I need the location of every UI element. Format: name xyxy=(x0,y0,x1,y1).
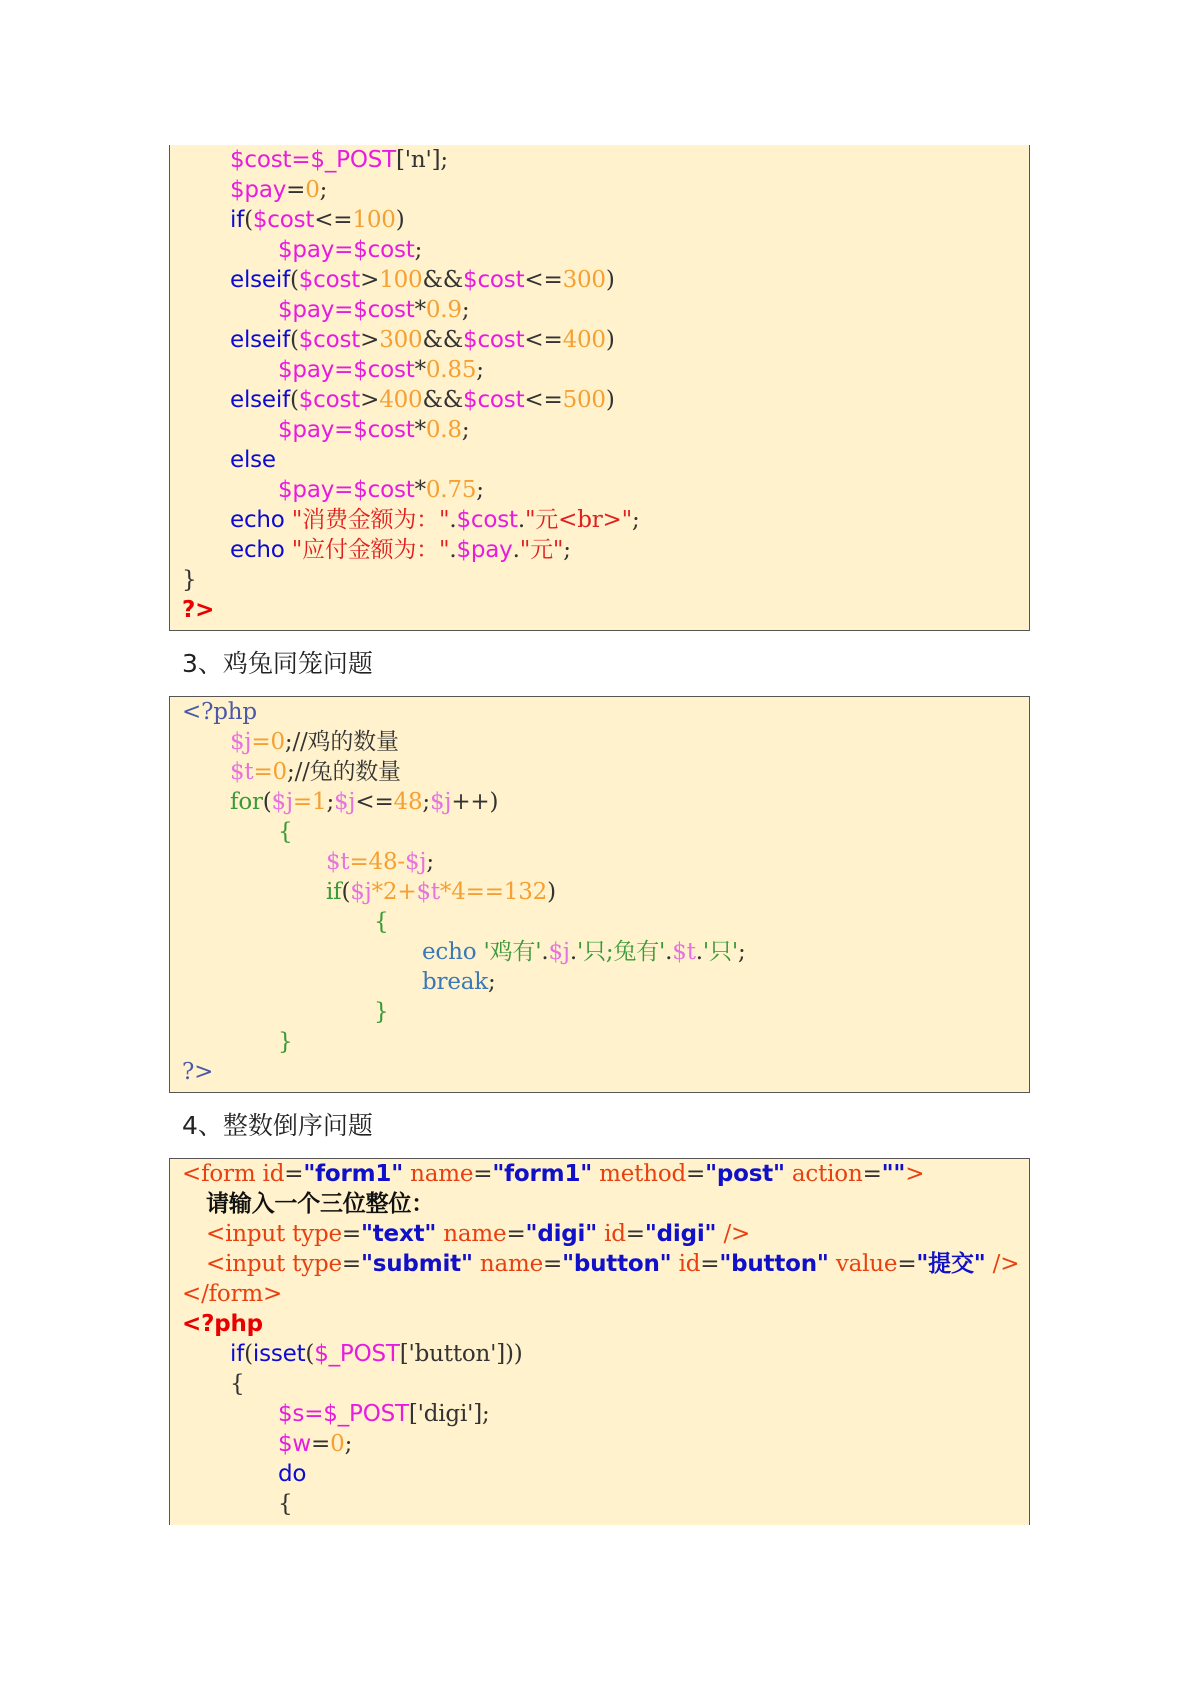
code-token: = xyxy=(543,1251,563,1277)
code-token: $cost xyxy=(298,267,361,293)
code-token: { xyxy=(278,1491,293,1517)
code-token: '鸡有' xyxy=(483,939,542,965)
code-token: method xyxy=(592,1161,686,1187)
code-token: $t xyxy=(230,759,254,785)
code-token: <= xyxy=(524,387,563,413)
code-token: elseif xyxy=(230,267,290,293)
code-token: ( xyxy=(289,387,299,413)
code-token: $cost xyxy=(298,327,361,353)
code-line xyxy=(374,907,388,937)
code-token: <?php xyxy=(182,699,257,725)
code-token: *2+ xyxy=(371,879,417,905)
code-token: ( xyxy=(262,789,272,815)
code-line xyxy=(182,1279,282,1309)
code-token: 0.8 xyxy=(425,417,462,443)
code-token: "应付金额为：" xyxy=(291,537,450,563)
code-token: "消费金额为：" xyxy=(291,507,450,533)
code-token: } xyxy=(182,567,197,593)
code-token: ( xyxy=(341,879,351,905)
code-token: ['n']; xyxy=(395,147,448,173)
code-token: if xyxy=(326,879,342,905)
code-token: $j xyxy=(230,729,252,755)
code-token: <?php xyxy=(182,1311,263,1337)
code-token: if xyxy=(230,207,245,233)
code-token: . xyxy=(449,507,457,533)
code-token: =0 xyxy=(253,759,287,785)
code-token: && xyxy=(422,387,464,413)
code-token: $cost xyxy=(456,507,518,533)
code-token: //鸡的数量 xyxy=(292,729,399,755)
code-token: echo xyxy=(230,537,292,563)
code-token: 0.9 xyxy=(425,297,462,323)
code-token: ( xyxy=(244,1341,253,1367)
code-token: $cost xyxy=(463,267,525,293)
code-token: $t xyxy=(326,849,350,875)
code-token: "post" xyxy=(705,1161,785,1187)
code-line xyxy=(230,1369,244,1399)
code-line xyxy=(278,295,469,325)
code-token: ( xyxy=(305,1341,315,1367)
code-token: ) xyxy=(605,327,615,353)
code-token: name xyxy=(436,1221,507,1247)
code-token: $pay xyxy=(230,177,287,203)
code-token: echo xyxy=(230,507,292,533)
code-token: ; xyxy=(476,357,484,383)
code-token: $t xyxy=(672,939,696,965)
code-token: isset xyxy=(252,1341,306,1367)
code-line xyxy=(230,535,571,565)
code-token: <= xyxy=(314,207,353,233)
code-token: "元<br>" xyxy=(524,507,632,533)
code-token: ; xyxy=(563,537,571,563)
code-token: ; xyxy=(414,237,423,263)
code-token: 请输入一个三位整位： xyxy=(206,1190,435,1217)
code-token: $s=$_POST xyxy=(278,1401,409,1427)
code-token: . xyxy=(517,507,525,533)
code-line xyxy=(278,817,292,847)
code-token: $pay=$cost xyxy=(278,237,415,263)
code-token: * xyxy=(414,357,426,383)
code-token: ; xyxy=(461,297,470,323)
code-line xyxy=(278,475,484,505)
code-line xyxy=(278,1459,306,1489)
code-token: $j xyxy=(405,849,427,875)
code-token: > xyxy=(360,327,380,353)
code-line xyxy=(182,1159,924,1189)
code-token: *4==132 xyxy=(439,879,548,905)
code-line xyxy=(230,1339,523,1369)
code-line xyxy=(230,265,615,295)
code-token: 0.75 xyxy=(425,477,477,503)
code-token: . xyxy=(665,939,673,965)
code-token: ) xyxy=(605,387,615,413)
code-token: </form> xyxy=(182,1281,283,1307)
code-token: = xyxy=(700,1251,720,1277)
code-token: 100 xyxy=(352,207,396,233)
code-token: ) xyxy=(395,207,405,233)
code-token: } xyxy=(278,1029,293,1055)
code-token: 300 xyxy=(562,267,606,293)
code-token: id xyxy=(671,1251,701,1277)
code-token: * xyxy=(414,417,426,443)
code-token: ; xyxy=(326,789,334,815)
code-token: = xyxy=(284,1161,304,1187)
code-token: break xyxy=(422,969,488,995)
code-token: = xyxy=(625,1221,645,1247)
code-token: echo xyxy=(422,939,484,965)
code-token: ; xyxy=(487,969,496,995)
code-token: <= xyxy=(355,789,394,815)
code-line xyxy=(374,997,388,1027)
code-token: "form1" xyxy=(303,1161,403,1187)
code-token: = xyxy=(286,177,306,203)
code-token: = xyxy=(341,1221,361,1247)
code-line xyxy=(230,757,401,787)
code-token: do xyxy=(278,1461,307,1487)
code-token: action xyxy=(784,1161,863,1187)
code-token: "digi" xyxy=(525,1221,597,1247)
code-token: = xyxy=(341,1251,361,1277)
code-token: value xyxy=(828,1251,898,1277)
code-token: "" xyxy=(881,1161,906,1187)
code-token: "text" xyxy=(360,1221,437,1247)
code-line xyxy=(230,145,448,175)
code-token: elseif xyxy=(230,387,290,413)
code-token: =1 xyxy=(292,789,327,815)
code-line xyxy=(422,967,496,997)
code-token: =0 xyxy=(251,729,285,755)
code-token: ; xyxy=(737,939,746,965)
code-token: $j xyxy=(271,789,293,815)
code-token: ; xyxy=(287,759,295,785)
code-token: '只;兔有' xyxy=(576,939,666,965)
code-token: '只' xyxy=(702,939,738,965)
code-token: . xyxy=(541,939,549,965)
code-token: { xyxy=(278,819,293,845)
code-line xyxy=(182,595,214,625)
code-token: <= xyxy=(524,327,563,353)
code-token: ['digi']; xyxy=(408,1401,490,1427)
code-token: 400 xyxy=(379,387,423,413)
code-token: id xyxy=(597,1221,626,1247)
code-token: 0 xyxy=(330,1431,345,1457)
code-token: "button" xyxy=(719,1251,829,1277)
code-token: $pay=$cost xyxy=(278,417,415,443)
code-token: ( xyxy=(244,207,253,233)
code-line xyxy=(206,1249,1019,1279)
code-token: <input type xyxy=(206,1221,342,1247)
code-token: 400 xyxy=(562,327,606,353)
code-line xyxy=(182,1309,263,1339)
code-token: = xyxy=(311,1431,331,1457)
code-line xyxy=(278,235,422,265)
code-token: ( xyxy=(289,327,299,353)
code-line xyxy=(230,175,327,205)
code-token: * xyxy=(414,297,426,323)
code-token: { xyxy=(374,909,389,935)
code-token: 300 xyxy=(379,327,423,353)
code-token: "form1" xyxy=(492,1161,593,1187)
code-token: $cost xyxy=(463,387,525,413)
code-token: name xyxy=(472,1251,543,1277)
code-token: ?> xyxy=(182,597,215,623)
code-line xyxy=(182,697,257,727)
code-token: $j xyxy=(350,879,372,905)
code-line xyxy=(278,415,469,445)
code-line xyxy=(230,385,615,415)
code-line xyxy=(230,727,399,757)
section-heading-3: 3、鸡兔同笼问题 xyxy=(182,649,373,678)
code-token: $pay=$cost xyxy=(278,297,415,323)
code-line xyxy=(278,355,484,385)
code-token: =48- xyxy=(349,849,405,875)
code-token: ; xyxy=(284,729,293,755)
code-line xyxy=(206,1219,750,1249)
code-token: for xyxy=(230,789,263,815)
code-token: else xyxy=(230,447,276,473)
code-token: $pay=$cost xyxy=(278,477,415,503)
code-token: ) xyxy=(605,267,615,293)
code-token: = xyxy=(897,1251,917,1277)
code-line xyxy=(278,1027,292,1057)
code-token: //兔的数量 xyxy=(294,759,401,785)
code-line xyxy=(230,787,498,817)
code-token: <= xyxy=(524,267,563,293)
code-token: <input type xyxy=(206,1251,342,1277)
code-token: && xyxy=(422,267,464,293)
code-token: $cost xyxy=(298,387,361,413)
code-token: . xyxy=(512,537,520,563)
code-token: . xyxy=(569,939,577,965)
code-token: * xyxy=(414,477,426,503)
code-token: "提交" xyxy=(916,1251,986,1277)
code-token: = xyxy=(862,1161,882,1187)
code-token: 100 xyxy=(379,267,423,293)
code-token: ++) xyxy=(451,789,499,815)
code-token: { xyxy=(230,1371,245,1397)
code-token: > xyxy=(360,267,380,293)
code-token: $cost xyxy=(463,327,525,353)
code-token: ; xyxy=(426,849,434,875)
code-token: "元" xyxy=(519,537,564,563)
code-line xyxy=(278,1399,490,1429)
code-token: = xyxy=(473,1161,493,1187)
code-token: ; xyxy=(631,507,640,533)
code-line xyxy=(182,1057,213,1087)
code-token: 500 xyxy=(562,387,606,413)
code-token: 0.85 xyxy=(425,357,477,383)
code-token: /> xyxy=(985,1251,1020,1277)
code-line xyxy=(230,445,276,475)
code-line xyxy=(278,1429,352,1459)
code-line xyxy=(278,1489,292,1519)
code-line xyxy=(230,505,640,535)
code-token: $t xyxy=(416,879,440,905)
code-token: $cost=$_POST xyxy=(230,147,396,173)
code-token: $j xyxy=(334,789,356,815)
code-token: 48 xyxy=(393,789,423,815)
code-token: } xyxy=(374,999,389,1025)
code-token: ; xyxy=(422,789,430,815)
code-line xyxy=(422,937,746,967)
code-token: $_POST xyxy=(314,1341,400,1367)
code-line xyxy=(326,847,434,877)
code-line xyxy=(230,205,404,235)
code-token: > xyxy=(360,387,380,413)
code-token: elseif xyxy=(230,327,290,353)
code-token: && xyxy=(422,327,464,353)
code-token: = xyxy=(506,1221,526,1247)
code-token: ; xyxy=(344,1431,353,1457)
code-line xyxy=(182,565,196,595)
code-token: ( xyxy=(289,267,299,293)
code-token: $j xyxy=(548,939,570,965)
code-block-reverse-integer xyxy=(169,1158,1030,1525)
code-token: $pay=$cost xyxy=(278,357,415,383)
code-token: $cost xyxy=(252,207,315,233)
code-token: 0 xyxy=(305,177,320,203)
section-heading-4: 4、整数倒序问题 xyxy=(182,1111,373,1140)
code-token: ?> xyxy=(182,1059,214,1085)
code-token: "digi" xyxy=(644,1221,717,1247)
code-token: . xyxy=(449,537,457,563)
code-line xyxy=(206,1189,434,1219)
code-token: . xyxy=(695,939,703,965)
code-token: ) xyxy=(547,879,556,905)
code-token: /> xyxy=(716,1221,751,1247)
code-token: ; xyxy=(461,417,470,443)
code-token: "button" xyxy=(562,1251,672,1277)
code-block-php-discount xyxy=(169,145,1030,631)
code-token: if xyxy=(230,1341,245,1367)
code-token: = xyxy=(686,1161,706,1187)
code-token: <form id xyxy=(182,1161,285,1187)
code-token: ; xyxy=(319,177,328,203)
code-token: ; xyxy=(476,477,484,503)
code-token: ['button'])) xyxy=(399,1341,523,1367)
code-token: name xyxy=(403,1161,474,1187)
code-token: > xyxy=(905,1161,925,1187)
code-line xyxy=(230,325,615,355)
code-block-chicken-rabbit xyxy=(169,696,1030,1093)
code-token: $pay xyxy=(456,537,513,563)
code-token: $j xyxy=(429,789,452,815)
code-token: $w xyxy=(278,1431,312,1457)
code-token: "submit" xyxy=(360,1251,473,1277)
code-line xyxy=(326,877,556,907)
